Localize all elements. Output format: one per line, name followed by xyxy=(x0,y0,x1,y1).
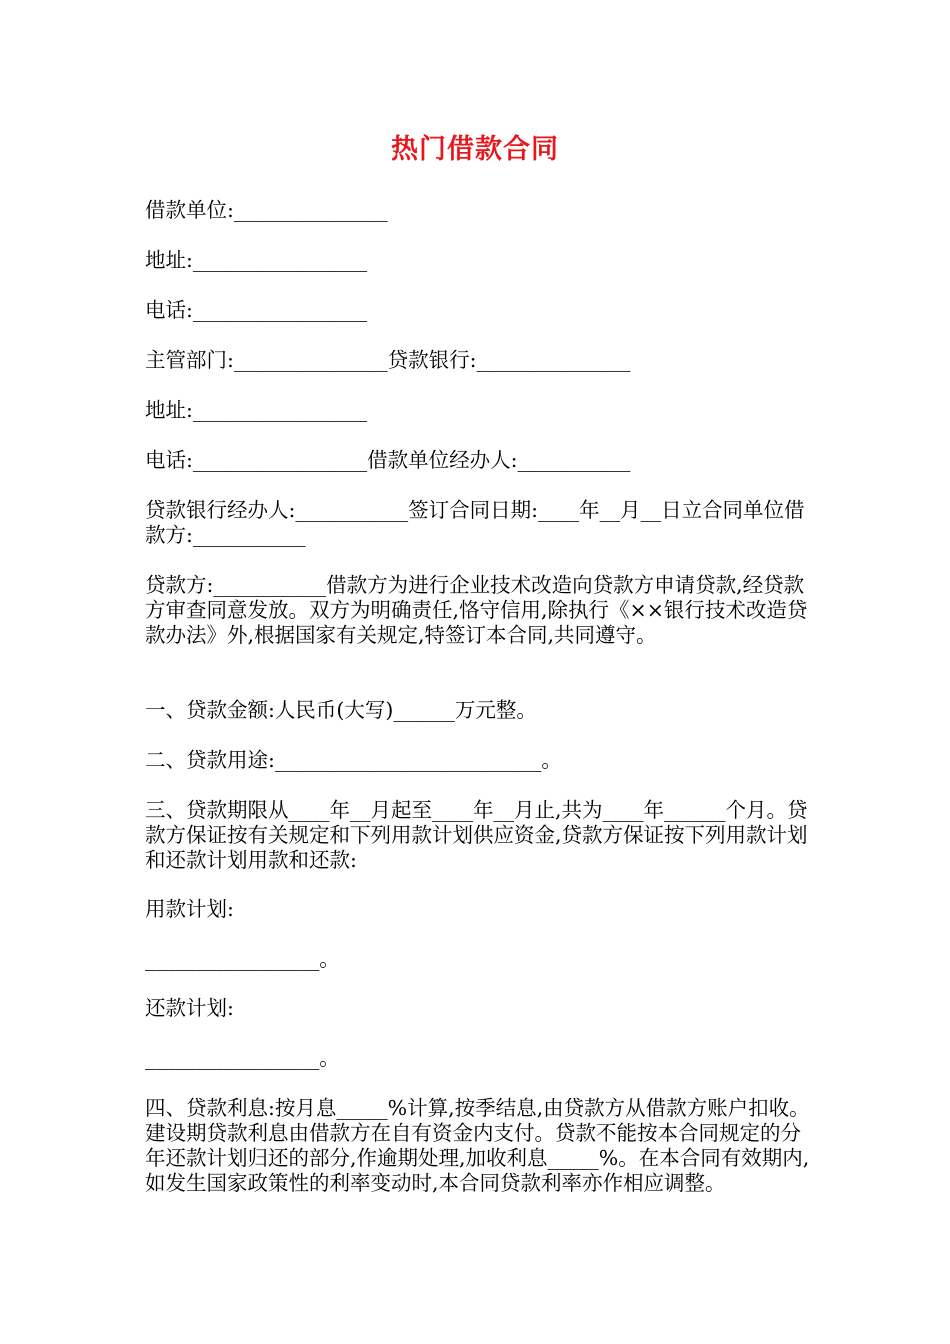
field-bank-agent-and-date: 贷款银行经办人:___________签订合同日期:____年__月__日立合同单位借款方:___________ xyxy=(145,498,805,547)
document-title: 热门借款合同 xyxy=(391,134,559,165)
field-borrower-unit: 借款单位:_______________ xyxy=(145,198,388,222)
clause-3-term: 三、贷款期限从____年__月起至____年__月止,共为____年______个月。贷款方保证按有关规定和下列用款计划供应资金,贷款方保证按下列用款计划和还款计划用款和还款: xyxy=(145,798,808,872)
clause-2-purpose: 二、贷款用途:__________________________。 xyxy=(145,748,562,772)
blank-usage-plan: _________________。 xyxy=(145,947,340,971)
field-department-and-bank: 主管部门:_______________贷款银行:_______________ xyxy=(145,348,631,372)
field-borrower-address: 地址:_________________ xyxy=(145,248,368,272)
label-repayment-plan: 还款计划: xyxy=(145,996,234,1020)
field-bank-phone-and-agent: 电话:_________________借款单位经办人:___________ xyxy=(145,448,631,472)
field-borrower-phone: 电话:_________________ xyxy=(145,298,368,322)
blank-repayment-plan: _________________。 xyxy=(145,1046,340,1070)
label-usage-plan: 用款计划: xyxy=(145,897,234,921)
clause-1-amount: 一、贷款金额:人民币(大写)______万元整。 xyxy=(145,698,537,722)
paragraph-preamble: 贷款方:___________借款方为进行企业技术改造向贷款方申请贷款,经贷款方审查同意发放。双方为明确责任,恪守信用,除执行《××银行技术改造贷款办法》外,根据国家有关规定,特签订本合同,共同遵守。 xyxy=(145,573,808,647)
clause-4-interest: 四、贷款利息:按月息_____%计算,按季结息,由贷款方从借款方账户扣收。建设期贷款利息由借款方在自有资金内支付。贷款不能按本合同规定的分年还款计划归还的部分,作逾期处理,加收利息_____%。在本合同有效期内,如发生国家政策性的利率变动时,本合同贷款利率亦作相应调整。 xyxy=(145,1096,810,1195)
field-bank-address: 地址:_________________ xyxy=(145,398,368,422)
